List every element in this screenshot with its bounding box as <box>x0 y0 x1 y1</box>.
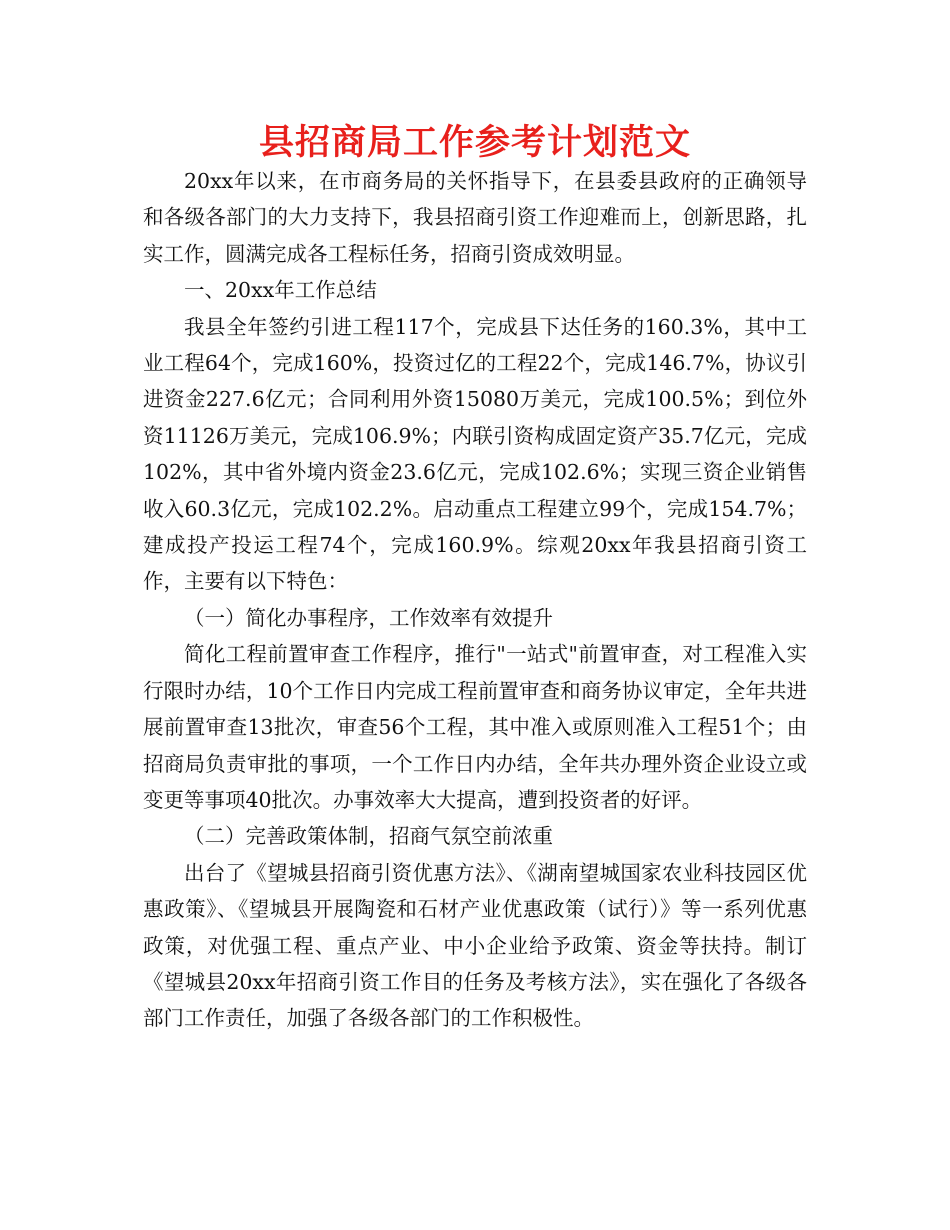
paragraph-intro: 20xx年以来，在市商务局的关怀指导下，在县委县政府的正确领导和各级各部门的大力支持下，我县招商引资工作迎难而上，创新思路，扎实工作，圆满完成各工程标任务，招商引资成效明显。 <box>143 169 807 266</box>
paragraph-simplify-procedures: 简化工程前置审查工作程序，推行"一站式"前置审查，对工程准入实行限时办结，10个工作日内完成工程前置审查和商务协议审定，全年共进展前置审查13批次，审查56个工程，其中准入或原则准入工程51个；由招商局负责审批的事项，一个工作日内办结，全年共办理外资企业设立或变更等事项40批次。办事效率大大提高，遭到投资者的好评。 <box>143 642 807 812</box>
paragraph-summary-figures: 我县全年签约引进工程117个，完成县下达任务的160.3%，其中工业工程64个，完成160%，投资过亿的工程22个，完成146.7%，协议引进资金227.6亿元；合同利用外资15080万美元，完成100.5%；到位外资11126万美元，完成106.9%；内联引资构成固定资产35.7亿元，完成102%，其中省外境内资金23.6亿元，完成102.6%；实现三资企业销售收入60.3亿元，完成102.2%。启动重点工程建立99个，完成154.7%；建成投产投运工程74个，完成160.9%。综观20xx年我县招商引资工作，主要有以下特色： <box>143 314 807 594</box>
document-title: 县招商局工作参考计划范文 <box>258 123 691 163</box>
paragraph-improve-policy: 出台了《望城县招商引资优惠方法》、《湖南望城国家农业科技园区优惠政策》、《望城县开展陶瓷和石材产业优惠政策（试行）》等一系列优惠政策，对优强工程、重点产业、中小企业给予政策、资金等扶持。制订《望城县20xx年招商引资工作目的任务及考核方法》，实在强化了各级各部门工作责任，加强了各级各部门的工作积极性。 <box>143 860 807 1031</box>
section-heading-summary: 一、20xx年工作总结 <box>184 278 377 303</box>
subheading-improve-policy: （二）完善政策体制，招商气氛空前浓重 <box>184 824 553 849</box>
document-body <box>143 163 807 1037</box>
subheading-simplify-procedures: （一）简化办事程序，工作效率有效提升 <box>184 605 553 630</box>
